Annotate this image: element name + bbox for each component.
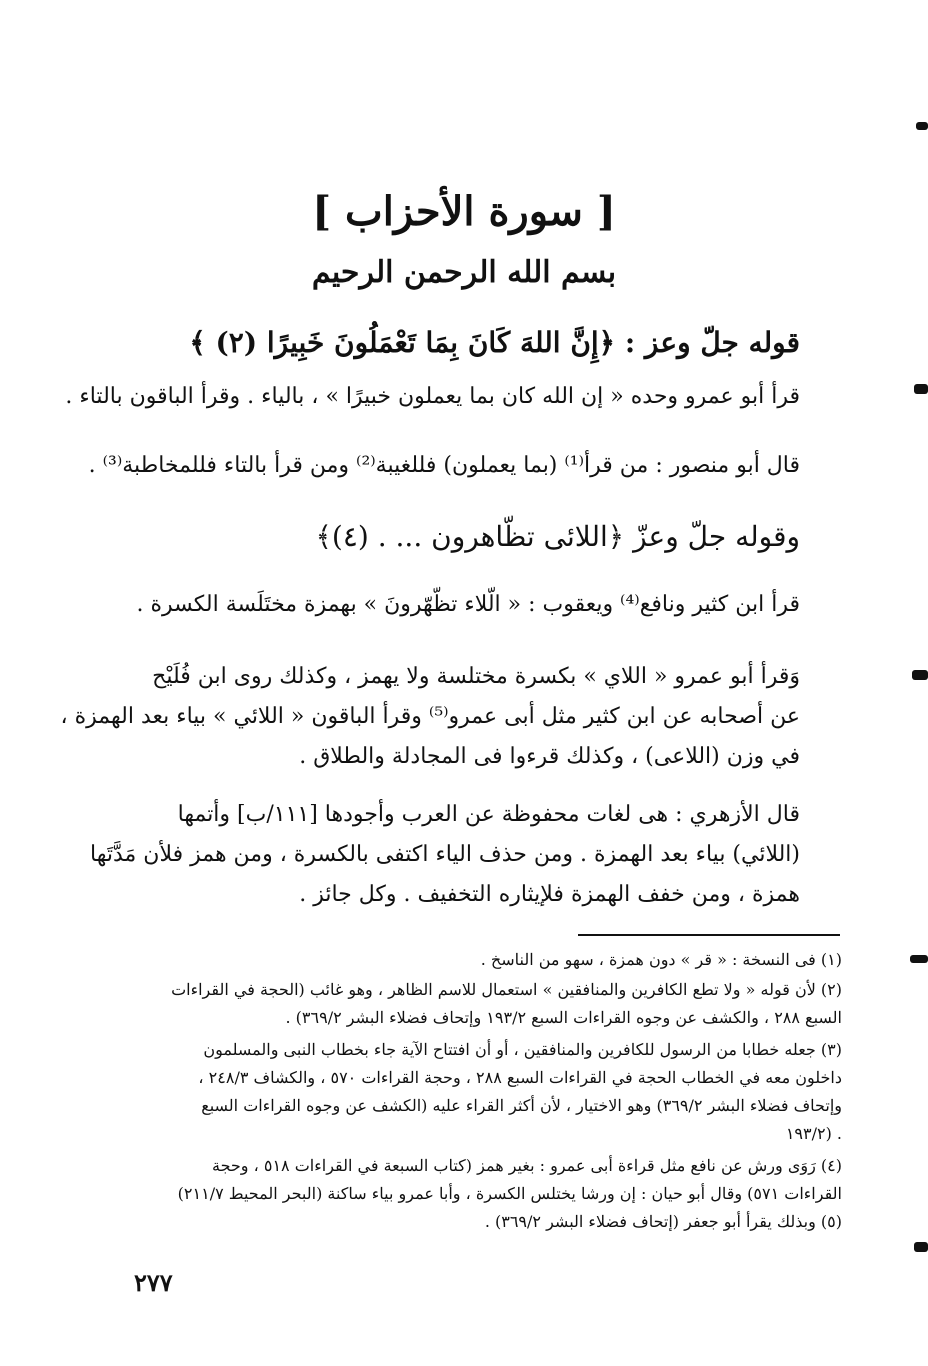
binding-mark bbox=[916, 122, 928, 130]
basmala: بسم الله الرحمن الرحيم bbox=[311, 255, 617, 290]
body-line-5: قرأ ابن كثير ونافع⁽⁴⁾ ويعقوب : « الّلاء تظّهّرونَ » بهمزة مختَلَسة الكسرة . bbox=[136, 592, 800, 617]
footnote-2-line-2: السبع ٢٨٨ ، والكشف عن وجوه القراءات السبع ١٩٣/٢ وإتحاف فضلاء البشر ٣٦٩/٢) . bbox=[285, 1008, 842, 1027]
body-line-7: عن أصحابه عن ابن كثير مثل أبى عمرو⁽⁵⁾ وقرأ الباقون « اللائي » بياء بعد الهمزة ، bbox=[60, 704, 800, 729]
footnote-3-line-4: ١٩٣/٢) . bbox=[785, 1124, 842, 1143]
footnote-4-line-1: (٤) رَوَى ورش عن نافع مثل قراءة أبى عمرو : بغير همز (كتاب السبعة في القراءات ٥١٨ ، وحجة bbox=[212, 1156, 842, 1175]
binding-mark bbox=[910, 955, 928, 963]
verse-line-4: وقوله جلّ وعزّ ﴿اللائى تظّاهرون ... . (٤)﴾ bbox=[315, 520, 800, 553]
body-line-2: قرأ أبو عمرو وحده « إن الله كان بما يعملون خبيرًا » ، بالياء . وقرأ الباقون بالتاء . bbox=[65, 384, 800, 409]
body-line-11: همزة ، ومن خفف الهمزة فلإيثاره التخفيف . وكل جائز . bbox=[299, 882, 800, 907]
body-line-10: (اللائي) بياء بعد الهمزة . ومن حذف الياء اكتفى بالكسرة ، ومن همز فلأن مَدَّتَها bbox=[90, 842, 800, 867]
footnote-3-line-2: داخلون معه في الخطاب الحجة في القراءات السبع ٢٨٨ ، وحجة القراءات ٥٧٠ ، والكشاف ٢٤٨/٣ ، bbox=[198, 1068, 842, 1087]
page-number: ٢٧٧ bbox=[134, 1268, 173, 1297]
footnote-2-line-1: (٢) لأن قوله « ولا تطع الكافرين والمنافقين » استعمال للاسم الظاهر ، وهو غائب (الحجة في القراءات bbox=[171, 980, 842, 999]
body-line-9: قال الأزهري : هى لغات محفوظة عن العرب وأجودها [١١١/ب] وأتمها bbox=[177, 802, 800, 827]
body-line-6: وَقرأ أبو عمرو « اللاي » بكسرة مختلسة ولا يهمز ، وكذلك روى ابن فُلَيْح bbox=[152, 664, 800, 689]
footnote-3-line-3: وإتحاف فضلاء البشر ٣٦٩/٢) وهو الاختيار ، لأن أكثر القراء عليه (الكشف عن وجوه القراءات السبع bbox=[201, 1096, 842, 1115]
body-line-8: في وزن (اللاعى) ، وكذلك قرءوا فى المجادلة والطلاق . bbox=[299, 744, 800, 769]
footnote-divider bbox=[578, 934, 840, 936]
verse-line-1: قوله جلّ وعز : ﴿إِنَّ اللهَ كَانَ بِمَا تَعْمَلُونَ خَبِيرًا (٢) ﴾ bbox=[189, 326, 800, 359]
footnote-3-line-1: (٣) جعله خطابا من الرسول للكافرين والمنافقين ، أو أن افتتاح الآية جاء بخطاب النبى والمسلمون bbox=[203, 1040, 842, 1059]
binding-mark bbox=[914, 384, 928, 394]
footnote-1: (١) فى النسخة : « قر » دون همزة ، سهو من الناسخ . bbox=[480, 950, 842, 969]
footnote-4-line-2: القراءات ٥٧١) وقال أبو حيان : إن ورشا يختلس الكسرة ، وأبا عمرو بياء ساكنة (البحر المحيط ٢١١/٧) bbox=[177, 1184, 842, 1203]
footnote-5: (٥) وبذلك يقرأ أبو جعفر (إتحاف فضلاء البشر ٣٦٩/٢) . bbox=[484, 1212, 842, 1231]
binding-mark bbox=[912, 670, 928, 680]
body-line-3: قال أبو منصور : من قرأ⁽¹⁾ (بما يعملون) فللغيبة⁽²⁾ ومن قرأ بالتاء فللمخاطبة⁽³⁾ . bbox=[88, 453, 800, 478]
binding-mark bbox=[914, 1242, 928, 1252]
surah-title: [ سورة الأحزاب ] bbox=[312, 188, 616, 235]
